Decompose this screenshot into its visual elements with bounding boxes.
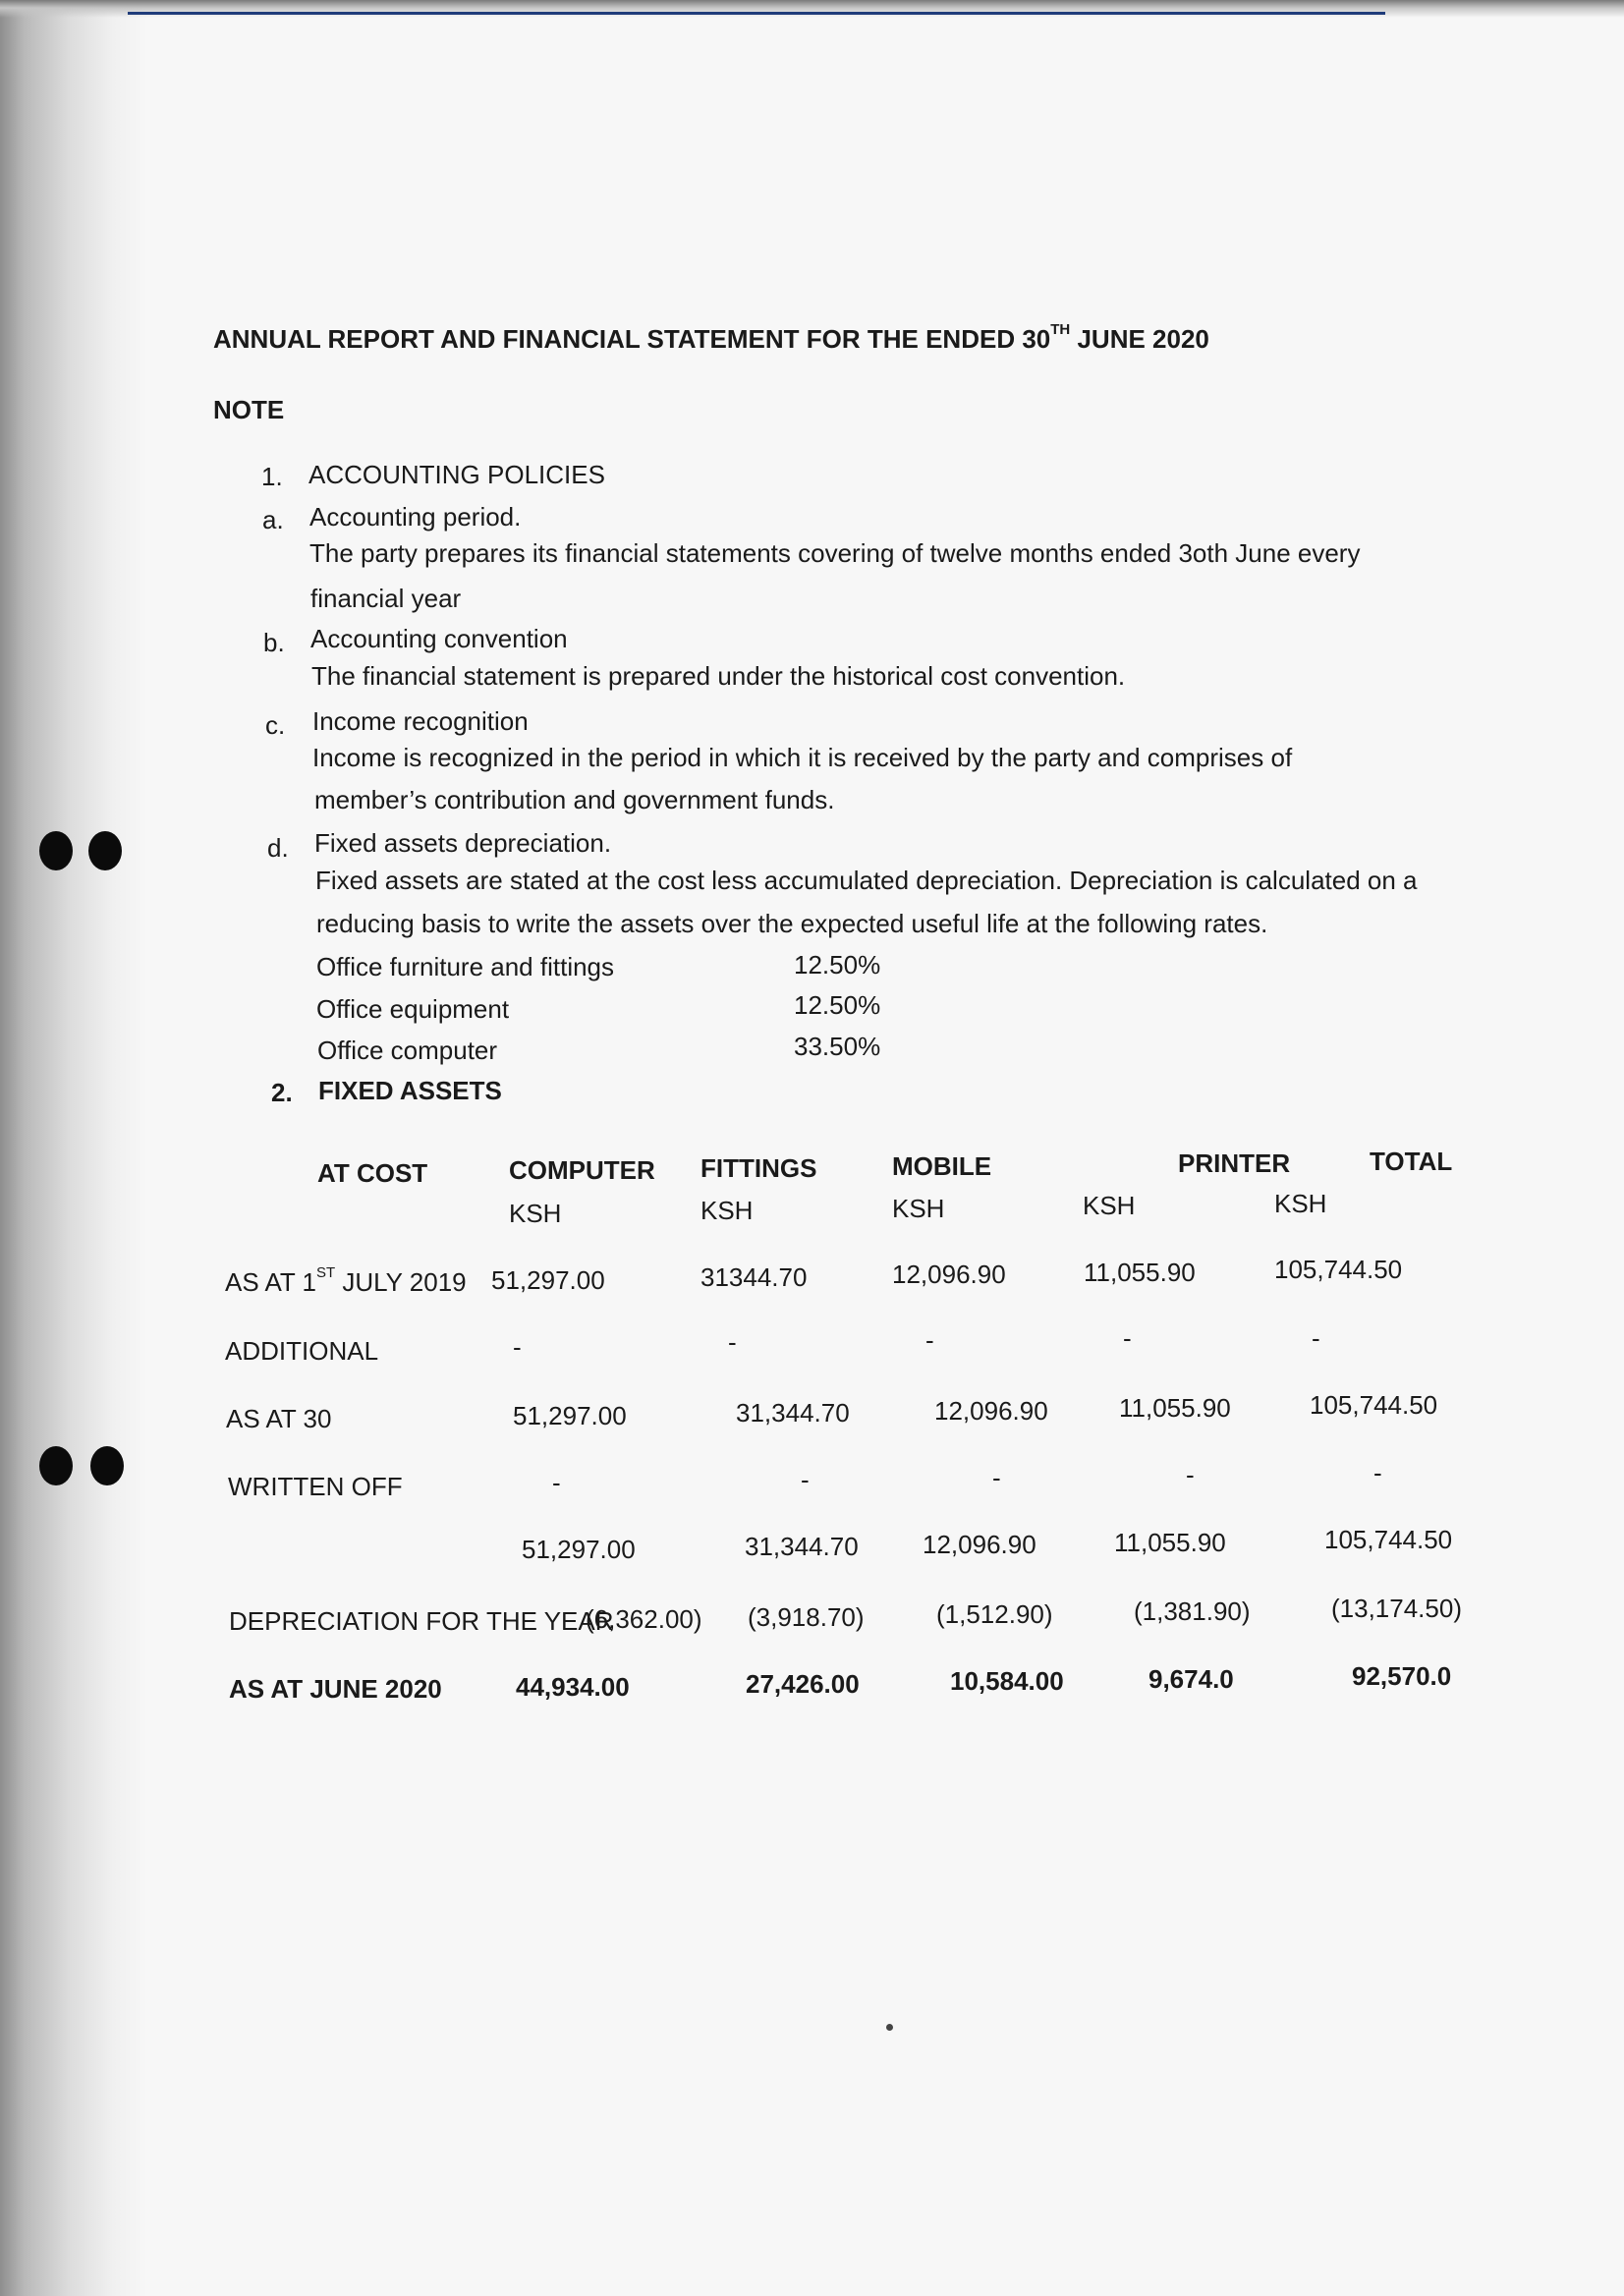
- table-cell: 105,744.50: [1324, 1525, 1453, 1554]
- table-cell: 31,344.70: [736, 1398, 850, 1428]
- punch-hole: [90, 1446, 124, 1485]
- table-cell: 9,674.0: [1148, 1664, 1234, 1694]
- top-rule-line: [128, 12, 1385, 15]
- paragraph-line: member’s contribution and government funds.: [314, 785, 835, 814]
- column-header: FITTINGS: [700, 1153, 817, 1183]
- column-unit: KSH: [892, 1194, 945, 1223]
- table-cell: 11,055.90: [1119, 1393, 1231, 1423]
- paragraph-line: The party prepares its financial statements covering of twelve months ended 3oth June every: [309, 538, 1361, 568]
- table-cell: 51,297.00: [522, 1535, 636, 1564]
- paragraph-line: Fixed assets are stated at the cost less accumulated depreciation. Depreciation is calculated on a: [315, 866, 1418, 895]
- row-label: DEPRECIATION FOR THE YEAR: [229, 1606, 614, 1636]
- table-cell: (13,174.50): [1331, 1594, 1462, 1623]
- document-title: ANNUAL REPORT AND FINANCIAL STATEMENT FOR THE ENDED 30TH JUNE 2020: [213, 321, 1209, 354]
- item-title: Accounting period.: [309, 502, 522, 532]
- table-cell: 12,096.90: [892, 1260, 1006, 1289]
- rate-label: Office computer: [317, 1036, 498, 1065]
- paragraph-line: financial year: [310, 584, 462, 613]
- table-cell: -: [513, 1332, 522, 1362]
- table-cell: 12,096.90: [923, 1530, 1036, 1559]
- column-unit: KSH: [1083, 1191, 1136, 1220]
- paragraph-line: Income is recognized in the period in which it is received by the party and comprises of: [312, 743, 1293, 772]
- punch-hole: [88, 831, 122, 870]
- rate-label: Office equipment: [316, 994, 510, 1024]
- column-unit: KSH: [700, 1196, 754, 1225]
- paragraph-line: reducing basis to write the assets over the expected useful life at the following rates.: [316, 909, 1268, 938]
- table-cell: -: [992, 1463, 1001, 1492]
- paragraph-line: The financial statement is prepared under the historical cost convention.: [311, 661, 1126, 691]
- row-label: AS AT JUNE 2020: [229, 1674, 442, 1704]
- column-header: TOTAL: [1370, 1147, 1453, 1176]
- item-letter: b.: [263, 628, 285, 657]
- table-cell: 51,297.00: [513, 1401, 627, 1430]
- item-letter: c.: [265, 710, 286, 740]
- section-title: FIXED ASSETS: [318, 1076, 502, 1105]
- table-cell: 31344.70: [700, 1262, 808, 1292]
- table-cell: 12,096.90: [934, 1396, 1048, 1426]
- table-cell: 27,426.00: [746, 1669, 860, 1699]
- note-label: NOTE: [213, 395, 285, 424]
- table-cell: -: [1373, 1458, 1382, 1487]
- top-page-edge: [0, 0, 1624, 18]
- column-unit: KSH: [1274, 1189, 1327, 1218]
- item-title: Income recognition: [312, 706, 529, 736]
- column-header: PRINTER: [1178, 1148, 1291, 1178]
- row-label: AS AT 1ST JULY 2019: [225, 1264, 467, 1297]
- table-cell: 11,055.90: [1084, 1258, 1196, 1287]
- punch-hole: [39, 1446, 73, 1485]
- speck: [886, 2024, 893, 2031]
- section-number: 1.: [261, 462, 283, 491]
- table-cell: (1,512.90): [936, 1599, 1053, 1629]
- table-cell: 105,744.50: [1310, 1390, 1438, 1420]
- column-unit: KSH: [509, 1199, 562, 1228]
- item-letter: d.: [267, 833, 289, 863]
- table-cell: 44,934.00: [516, 1672, 630, 1702]
- table-cell: 31,344.70: [745, 1532, 859, 1561]
- column-header: COMPUTER: [509, 1155, 655, 1185]
- table-header-at-cost: AT COST: [317, 1158, 428, 1188]
- item-title: Fixed assets depreciation.: [314, 828, 612, 858]
- table-cell: (1,381.90): [1134, 1596, 1251, 1626]
- table-cell: 51,297.00: [491, 1265, 605, 1295]
- row-label: WRITTEN OFF: [228, 1472, 403, 1501]
- section-number: 2.: [271, 1078, 293, 1107]
- table-cell: 105,744.50: [1274, 1255, 1403, 1284]
- table-cell: (3,918.70): [748, 1602, 865, 1632]
- rate-value: 33.50%: [794, 1032, 881, 1061]
- rate-label: Office furniture and fittings: [316, 952, 615, 981]
- rate-value: 12.50%: [794, 990, 881, 1020]
- table-cell: -: [728, 1327, 737, 1357]
- rate-value: 12.50%: [794, 950, 881, 980]
- table-cell: 10,584.00: [950, 1666, 1064, 1696]
- item-letter: a.: [262, 505, 284, 534]
- column-header: MOBILE: [892, 1151, 992, 1181]
- section-title: ACCOUNTING POLICIES: [308, 460, 605, 489]
- item-title: Accounting convention: [310, 624, 568, 653]
- row-label: ADDITIONAL: [225, 1336, 379, 1366]
- page-edge-shadow: [0, 0, 147, 2296]
- row-label: AS AT 30: [226, 1404, 332, 1433]
- table-cell: -: [552, 1468, 561, 1497]
- punch-hole: [39, 831, 73, 870]
- table-cell: 92,570.0: [1352, 1661, 1452, 1691]
- table-cell: -: [1123, 1323, 1132, 1353]
- table-cell: -: [1186, 1460, 1195, 1489]
- table-cell: -: [1312, 1323, 1320, 1353]
- table-cell: 11,055.90: [1114, 1528, 1226, 1557]
- table-cell: -: [925, 1325, 934, 1355]
- table-cell: (6,362.00): [586, 1604, 702, 1634]
- table-cell: -: [801, 1465, 810, 1494]
